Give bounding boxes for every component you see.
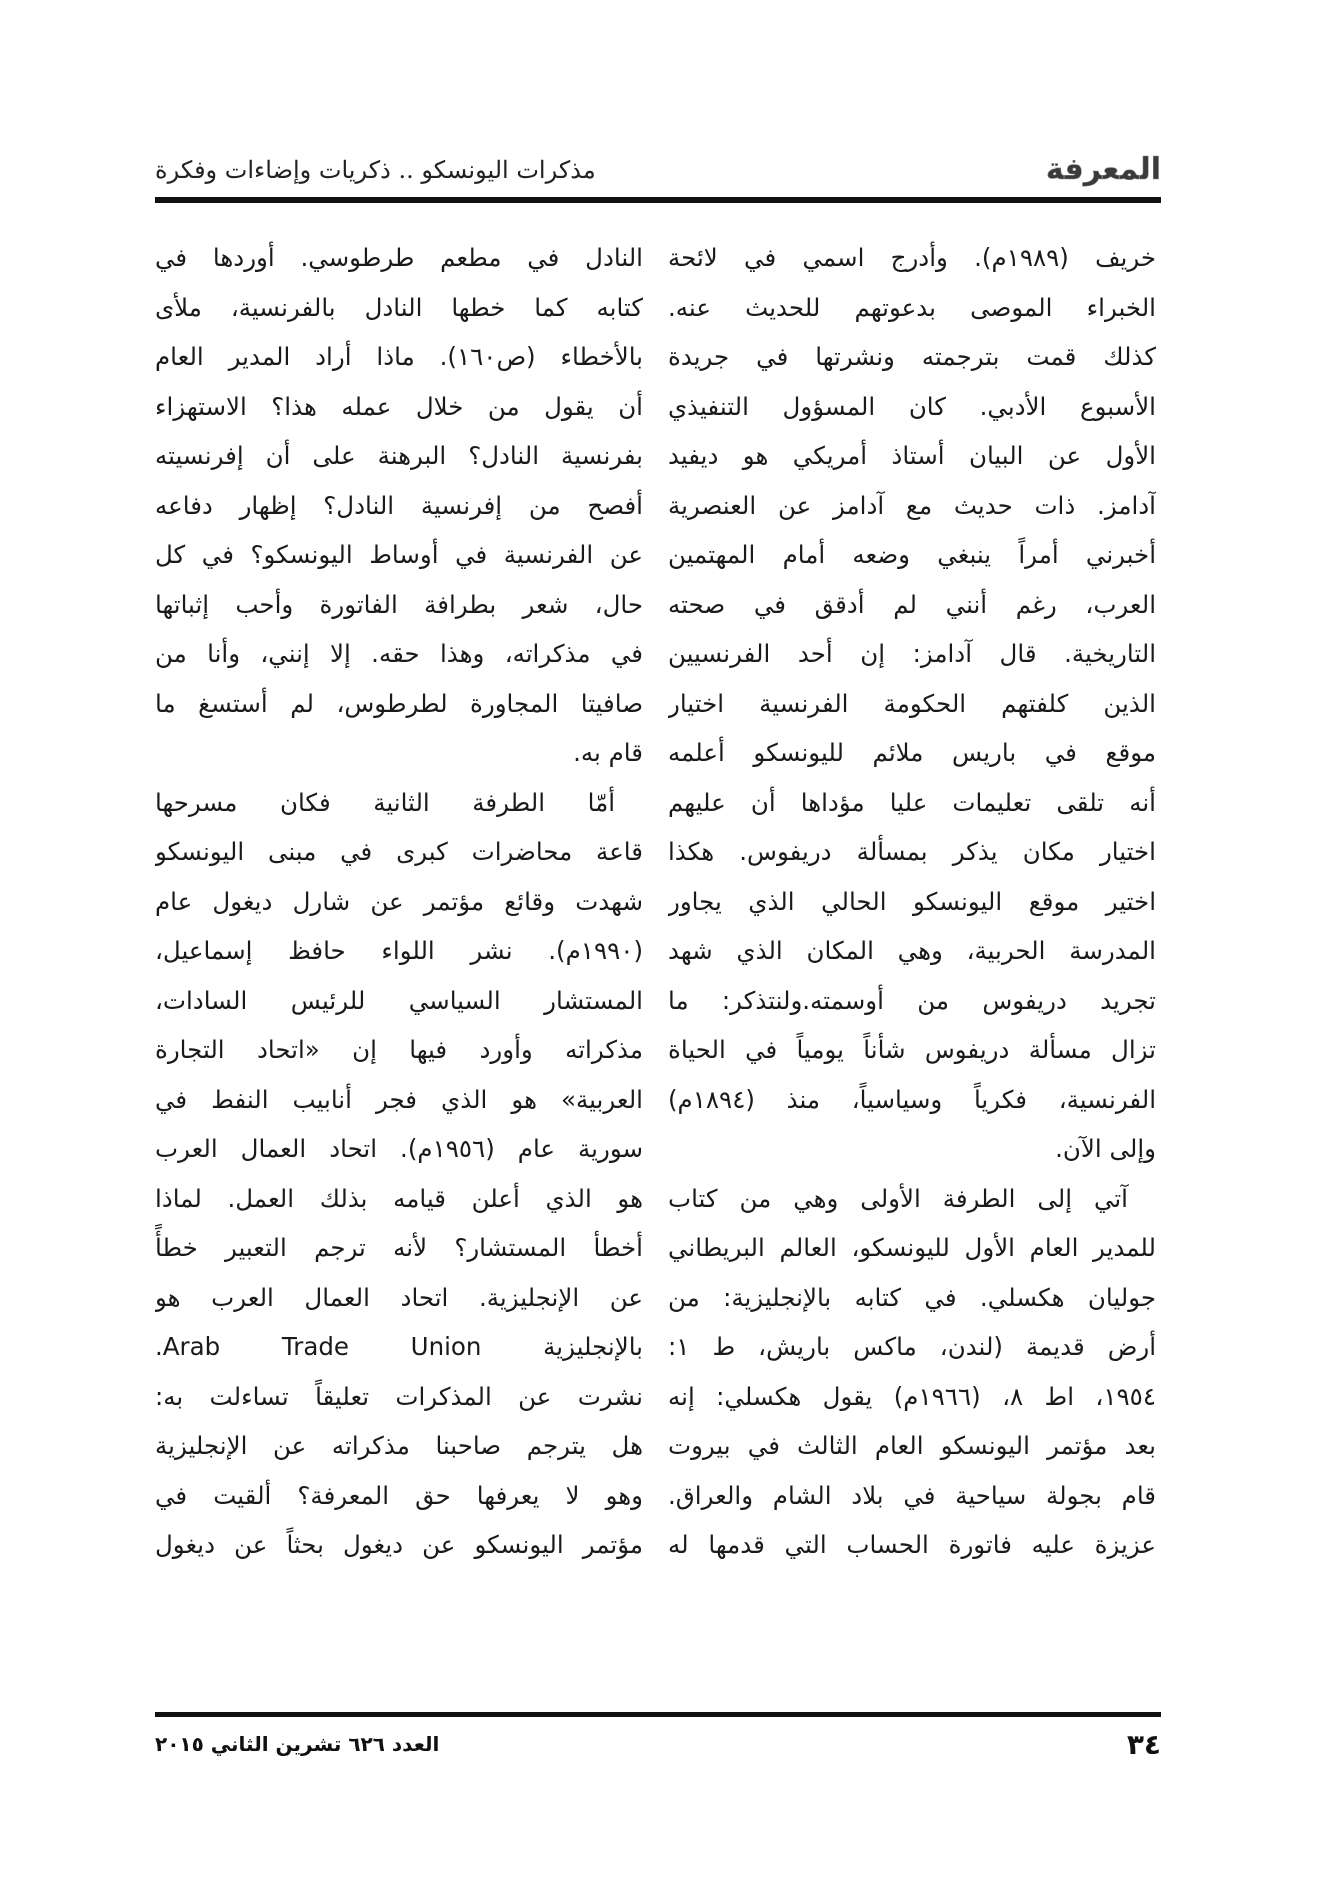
- text-line: كذلك قمت بترجمته ونشرتها في جريدة: [668, 342, 1156, 371]
- text-line: أخطأ المستشار؟ لأنه ترجم التعبير خطأً: [155, 1233, 643, 1262]
- page-footer: [155, 1728, 1161, 1768]
- header-rule: [155, 197, 1161, 203]
- text-line: المدرسة الحربية، وهي المكان الذي شهد: [668, 936, 1156, 965]
- text-line: عن الإنجليزية. اتحاد العمال العرب هو: [155, 1282, 643, 1312]
- text-line: للمدير العام الأول لليونسكو، العالم البريطاني: [668, 1233, 1156, 1262]
- text-line: آتي إلى الطرفة الأولى وهي من كتاب: [668, 1183, 1128, 1213]
- text-line: جوليان هكسلي. في كتابه بالإنجليزية: من: [668, 1282, 1156, 1312]
- text-line: سورية عام (١٩٥٦م). اتحاد العمال العرب: [155, 1134, 643, 1163]
- page-number: ٣٤: [1126, 1728, 1161, 1761]
- text-line: بالأخطاء (ص١٦٠). ماذا أراد المدير العام: [155, 342, 643, 371]
- text-line: الأسبوع الأدبي. كان المسؤول التنفيذي: [668, 391, 1156, 421]
- footer-rule: [155, 1712, 1161, 1717]
- text-line: نشرت عن المذكرات تعليقاً تساءلت به:: [155, 1381, 643, 1411]
- text-line: أن يقول من خلال عمله هذا؟ الاستهزاء: [155, 391, 643, 421]
- text-line: (١٩٩٠م). نشر اللواء حافظ إسماعيل،: [155, 936, 643, 965]
- text-line: عن الفرنسية في أوساط اليونسكو؟ في كل: [155, 540, 643, 569]
- page-header: [155, 148, 1161, 194]
- text-line: قام به.: [573, 738, 643, 767]
- running-title: مذكرات اليونسكو .. ذكريات وإضاءات وفكرة: [155, 156, 596, 184]
- text-line: أخبرني أمراً ينبغي وضعه أمام المهتمين: [668, 540, 1156, 569]
- text-line: الخبراء الموصى بدعوتهم للحديث عنه.: [668, 292, 1156, 322]
- text-line: الذين كلفتهم الحكومة الفرنسية اختيار: [668, 688, 1156, 718]
- text-line: النادل في مطعم طرطوسي. أوردها في: [155, 243, 643, 272]
- text-line: المستشار السياسي للرئيس السادات،: [155, 985, 643, 1015]
- text-line: اختيار مكان يذكر بمسألة دريفوس. هكذا: [668, 837, 1156, 866]
- text-line: مؤتمر اليونسكو عن ديغول بحثاً عن ديغول: [155, 1530, 643, 1559]
- text-line: مذكراته وأورد فيها إن «اتحاد التجارة: [155, 1035, 643, 1064]
- text-line: الأول عن البيان أستاذ أمريكي هو ديفيد: [668, 441, 1156, 470]
- text-line: خريف (١٩٨٩م). وأدرج اسمي في لائحة: [668, 243, 1156, 272]
- text-line: قاعة محاضرات كبرى في مبنى اليونسكو: [155, 837, 643, 866]
- text-line: الفرنسية، فكرياً وسياسياً، منذ (١٨٩٤م): [668, 1084, 1156, 1114]
- text-line: بفرنسية النادل؟ البرهنة على أن إفرنسيته: [155, 441, 643, 470]
- text-line: بالإنجليزية Arab Trade Union.: [155, 1332, 643, 1361]
- text-line: العربية» هو الذي فجر أنابيب النفط في: [155, 1084, 643, 1114]
- text-line: تزال مسألة دريفوس شأناً يومياً في الحياة: [668, 1035, 1156, 1064]
- text-line: أفصح من إفرنسية النادل؟ إظهار دفاعه: [155, 490, 643, 520]
- text-line: موقع في باريس ملائم لليونسكو أعلمه: [668, 738, 1156, 767]
- text-line: عزيزة عليه فاتورة الحساب التي قدمها له: [668, 1530, 1156, 1559]
- text-line: قام بجولة سياحية في بلاد الشام والعراق.: [668, 1480, 1156, 1510]
- text-line: أمّا الطرفة الثانية فكان مسرحها: [155, 787, 615, 817]
- text-line: اختير موقع اليونسكو الحالي الذي يجاور: [668, 886, 1156, 916]
- text-line: العرب، رغم أنني لم أدقق في صحته: [668, 589, 1156, 619]
- text-line: آدامز. ذات حديث مع آدامز عن العنصرية: [668, 490, 1156, 520]
- magazine-logo: المعرفة: [1045, 152, 1161, 187]
- text-line: هل يترجم صاحبنا مذكراته عن الإنجليزية: [155, 1431, 643, 1460]
- text-line: كتابه كما خطها النادل بالفرنسية، ملأى: [155, 292, 643, 322]
- text-line: أرض قديمة (لندن، ماكس باريش، ط ١:: [668, 1332, 1156, 1361]
- text-line: بعد مؤتمر اليونسكو العام الثالث في بيروت: [668, 1431, 1156, 1460]
- right-column: [668, 233, 1156, 1570]
- text-line: في مذكراته، وهذا حقه. إلا إنني، وأنا من: [155, 639, 643, 668]
- text-line: حال، شعر بطرافة الفاتورة وأحب إثباتها: [155, 589, 643, 619]
- text-line: صافيتا المجاورة لطرطوس، لم أستسغ ما: [155, 688, 643, 718]
- text-line: شهدت وقائع مؤتمر عن شارل ديغول عام: [155, 886, 643, 916]
- text-line: أنه تلقى تعليمات عليا مؤداها أن عليهم: [668, 787, 1156, 817]
- text-line: هو الذي أعلن قيامه بذلك العمل. لماذا: [155, 1183, 643, 1213]
- text-line: وهو لا يعرفها حق المعرفة؟ ألقيت في: [155, 1480, 643, 1510]
- text-line: التاريخية. قال آدامز: إن أحد الفرنسيين: [668, 639, 1156, 668]
- issue-info: العدد ٦٢٦ تشرين الثاني ٢٠١٥: [155, 1732, 440, 1756]
- text-line: وإلى الآن.: [1055, 1134, 1156, 1163]
- text-line: ١٩٥٤، اط ٨، (١٩٦٦م) يقول هكسلي: إنه: [668, 1381, 1156, 1411]
- text-line: تجريد دريفوس من أوسمته.ولنتذكر: ما: [668, 985, 1156, 1015]
- left-column: [155, 233, 643, 1570]
